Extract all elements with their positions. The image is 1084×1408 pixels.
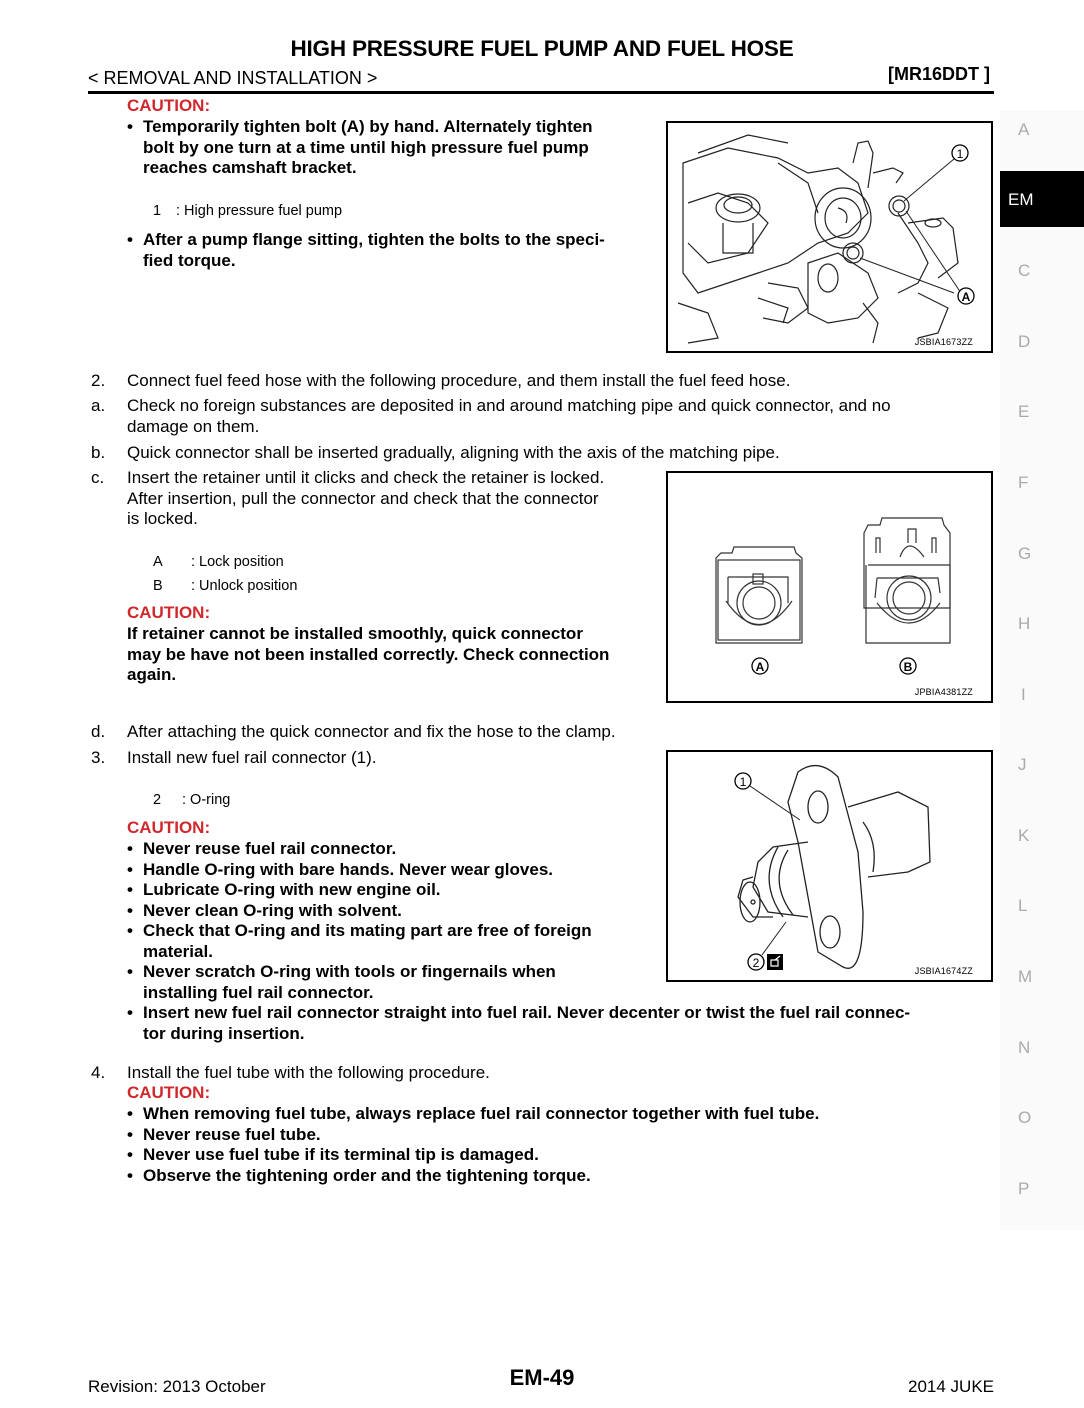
figure-quick-connector [666, 471, 993, 703]
svg-text:B: B [903, 660, 913, 674]
step-2d-text: After attaching the quick connector and fix the hose to the clamp. [127, 722, 616, 741]
figure-high-pressure-pump [666, 121, 993, 353]
engine-illustration [668, 123, 991, 351]
side-index-em-label: EM [1008, 190, 1034, 209]
step-number: b. [91, 443, 106, 462]
text-line: Insert the retainer until it clicks and check the retainer is locked. [127, 468, 605, 487]
step-number: 4. [91, 1063, 106, 1082]
text-line: Insert new fuel rail connector straight into fuel rail. Never decenter or twist the fuel rail connec- [143, 1003, 911, 1022]
bullet-dot: • [127, 880, 133, 899]
caution-label: CAUTION: [127, 96, 211, 115]
svg-text:A: A [961, 290, 971, 304]
side-index-h[interactable]: H [1018, 614, 1031, 633]
text-line: damage on them. [127, 416, 260, 436]
caution-bullet-torque [143, 230, 654, 271]
figure-code: JPBIA4381ZZ [914, 687, 973, 697]
legend-text: : Unlock position [191, 578, 298, 594]
step-2a-text [127, 396, 993, 437]
bullet-dot: • [127, 962, 133, 981]
side-index-i[interactable]: I [1021, 685, 1026, 704]
step-2b-text: Quick connector shall be inserted gradually, aligning with the axis of the matching pipe. [127, 443, 780, 462]
caution-bullet: Never reuse fuel rail connector. [143, 839, 397, 858]
figure-code: JSBIA1673ZZ [914, 337, 973, 347]
legend-key: B [153, 578, 163, 594]
text-line: Check that O-ring and its mating part are free of foreign [143, 921, 592, 940]
step-2-text: Connect fuel feed hose with the following procedure, and them install the fuel feed hose. [127, 371, 791, 390]
side-index-l[interactable]: L [1018, 896, 1028, 915]
side-index-c[interactable]: C [1018, 261, 1031, 280]
callout-1-icon [952, 145, 968, 161]
caution-bullet: Never clean O-ring with solvent. [143, 901, 402, 920]
legend-key: A [153, 554, 163, 570]
callout-1-icon [735, 773, 751, 789]
text-line: again. [127, 665, 177, 684]
side-index-strip [1000, 110, 1084, 1230]
text-line: tor during insertion. [143, 1023, 305, 1043]
side-index-g[interactable]: G [1018, 544, 1032, 563]
caution-bullet: When removing fuel tube, always replace fuel rail connector together with fuel tube. [143, 1104, 820, 1123]
step-2c-text [127, 468, 654, 530]
caution-bullet: Never use fuel tube if its terminal tip is damaged. [143, 1145, 539, 1164]
connector-illustration [668, 473, 991, 701]
bullet-dot: • [127, 921, 133, 940]
text-line: Temporarily tighten bolt (A) by hand. Alternately tighten [143, 117, 593, 136]
caution-bullet: Never reuse fuel tube. [143, 1125, 321, 1144]
caution-label: CAUTION: [127, 1083, 211, 1102]
text-line: installing fuel rail connector. [143, 982, 374, 1002]
callout-b-icon [900, 658, 916, 674]
legend-text: : O-ring [182, 792, 231, 808]
svg-text:2: 2 [752, 956, 760, 970]
side-index-n[interactable]: N [1018, 1038, 1031, 1057]
side-index-k[interactable]: K [1018, 826, 1030, 845]
callout-a-icon [958, 288, 974, 304]
caution-label: CAUTION: [127, 603, 211, 622]
side-index-m[interactable]: M [1018, 967, 1033, 986]
side-index-d[interactable]: D [1018, 332, 1031, 351]
caution-label: CAUTION: [127, 818, 211, 837]
header-rule [88, 91, 994, 94]
figure-fuel-rail-connector [666, 750, 993, 982]
figure-code: JSBIA1674ZZ [914, 966, 973, 976]
bullet-dot: • [127, 1166, 133, 1185]
caution-retainer-text [127, 624, 654, 686]
text-line: Never scratch O-ring with tools or fingernails when [143, 962, 556, 981]
caution-bullet: Observe the tightening order and the tightening torque. [143, 1166, 591, 1185]
footer-model: 2014 JUKE [908, 1377, 994, 1396]
bullet-dot: • [127, 1145, 133, 1164]
text-line: material. [143, 941, 213, 961]
side-index-f[interactable]: F [1018, 473, 1029, 492]
step-number: d. [91, 722, 106, 741]
caution-bullet-multiline [143, 962, 654, 1003]
step-number: 2. [91, 371, 106, 390]
text-line: reaches camshaft bracket. [143, 158, 357, 177]
legend-text: : High pressure fuel pump [176, 203, 343, 219]
legend-key: 2 [153, 792, 162, 808]
bullet-dot: • [127, 1003, 133, 1022]
oil-can-icon [767, 954, 783, 970]
text-line: Check no foreign substances are deposited in and around matching pipe and quick connector, and no [127, 396, 891, 415]
side-index-em-active[interactable] [1000, 171, 1084, 227]
svg-text:1: 1 [956, 147, 964, 161]
caution-bullet-tighten-bolt [143, 117, 654, 179]
bullet-dot: • [127, 901, 133, 920]
legend-text: : Lock position [191, 554, 284, 570]
caution-bullet-multiline [143, 921, 654, 962]
step-number: c. [91, 468, 105, 487]
callout-a-icon [752, 658, 768, 674]
footer-revision: Revision: 2013 October [88, 1377, 266, 1396]
fuel-rail-connector-illustration [668, 752, 991, 980]
side-index-p[interactable]: P [1018, 1179, 1030, 1198]
text-line: fied torque. [143, 250, 236, 270]
bullet-dot: • [127, 1104, 133, 1123]
step-number: a. [91, 396, 106, 415]
text-line: If retainer cannot be installed smoothly, quick connector [127, 624, 583, 643]
bullet-dot: • [127, 860, 133, 879]
callout-2-icon [748, 954, 764, 970]
page-title: HIGH PRESSURE FUEL PUMP AND FUEL HOSE [290, 36, 794, 61]
svg-text:A: A [755, 660, 765, 674]
text-line: is locked. [127, 509, 198, 528]
side-index-a[interactable]: A [1018, 120, 1030, 139]
svg-text:1: 1 [739, 775, 747, 789]
bullet-dot: • [127, 230, 133, 249]
bullet-dot: • [127, 1125, 133, 1144]
step-3-text: Install new fuel rail connector (1). [127, 748, 377, 767]
caution-bullet: Lubricate O-ring with new engine oil. [143, 880, 441, 899]
side-index-o[interactable]: O [1018, 1108, 1032, 1127]
footer-page-number: EM-49 [509, 1365, 575, 1390]
text-line: may be have not been installed correctly. Check connection [127, 644, 610, 664]
side-index-e[interactable]: E [1018, 402, 1030, 421]
text-line: After insertion, pull the connector and check that the connector [127, 488, 599, 508]
text-line: After a pump flange sitting, tighten the bolts to the speci- [143, 230, 605, 249]
side-index-j[interactable]: J [1018, 755, 1027, 774]
legend-key: 1 [153, 203, 162, 219]
section-label: < REMOVAL AND INSTALLATION > [88, 68, 378, 88]
text-line: bolt by one turn at a time until high pressure fuel pump [143, 137, 589, 157]
step-number: 3. [91, 748, 106, 767]
step-4-text: Install the fuel tube with the following procedure. [127, 1063, 490, 1082]
caution-bullet-multiline [143, 1003, 993, 1044]
bullet-dot: • [127, 839, 133, 858]
engine-code: [MR16DDT ] [888, 64, 990, 84]
caution-bullet: Handle O-ring with bare hands. Never wear gloves. [143, 860, 554, 879]
bullet-dot: • [127, 117, 133, 136]
